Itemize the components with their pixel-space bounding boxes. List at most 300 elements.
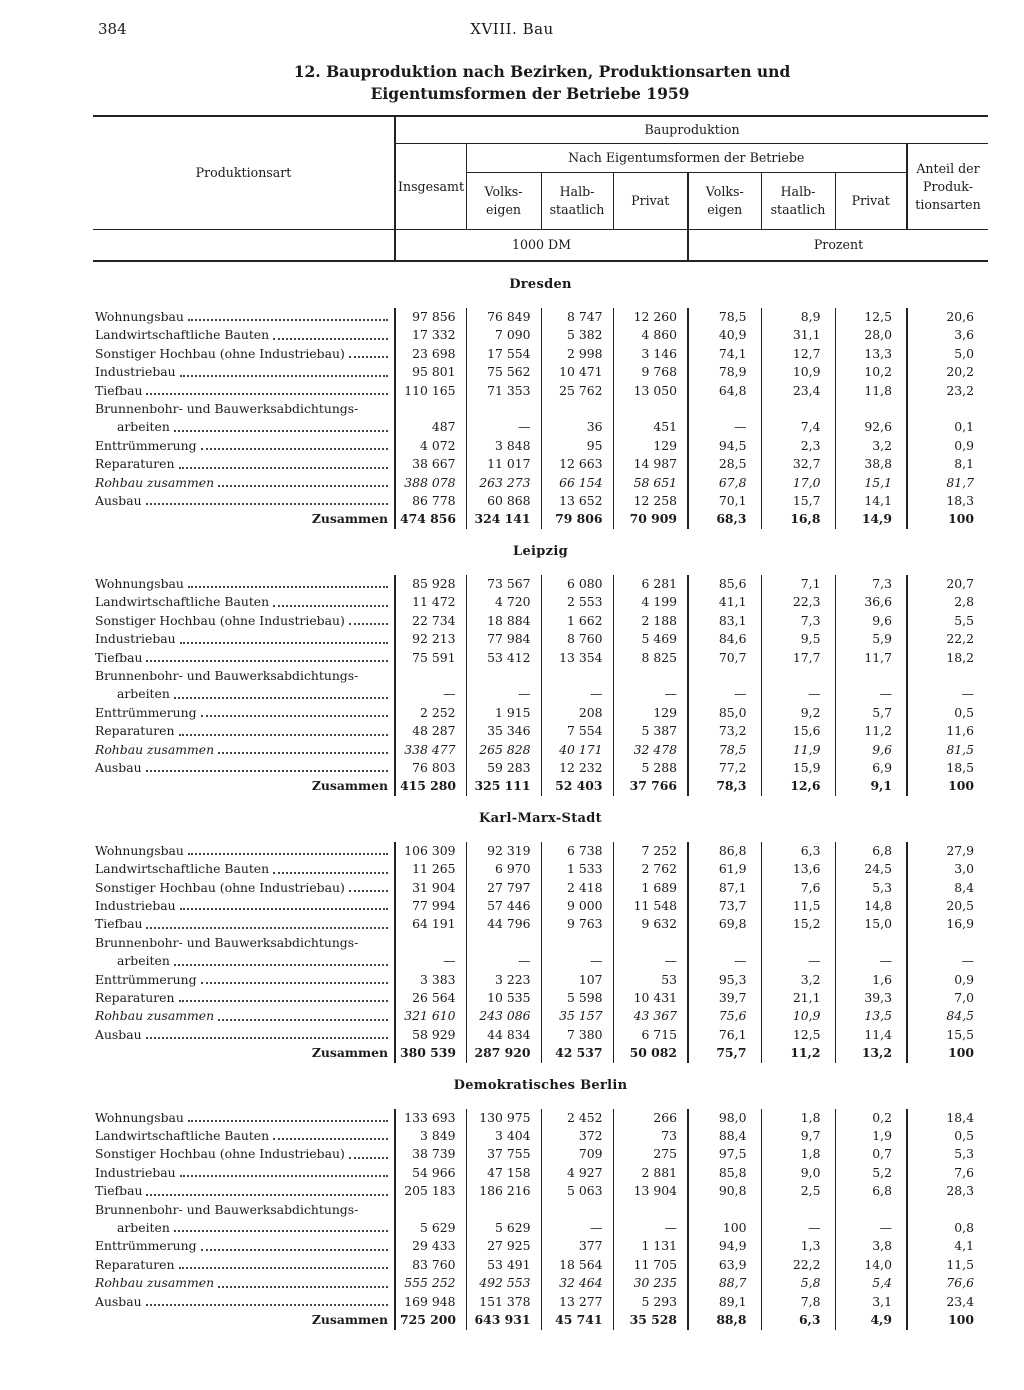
row-label-cell: [93, 934, 395, 952]
value-cell: —: [541, 1219, 613, 1237]
value-cell: 415 280: [395, 777, 466, 795]
value-cell: 31,1: [761, 326, 835, 344]
value-cell: 25 762: [541, 382, 613, 400]
value-cell: 18,3: [907, 492, 988, 510]
table-row: [93, 1127, 988, 1145]
privat-header: Privat: [613, 173, 688, 230]
value-cell: 11,2: [835, 722, 907, 740]
value-cell: 11,5: [761, 897, 835, 915]
row-label-cell: [93, 363, 395, 381]
empty-cell: [907, 934, 988, 952]
volkseigen-pct-header: Volks- eigen: [688, 173, 761, 230]
value-cell: —: [466, 952, 541, 970]
anteil-header: Anteil der Produk- tionsarten: [907, 144, 988, 230]
table-row: [93, 971, 988, 989]
value-cell: 110 165: [395, 382, 466, 400]
value-cell: 12 260: [613, 308, 688, 326]
row-label-cell: [93, 667, 395, 685]
dot-leader: [218, 1286, 388, 1288]
value-cell: 7,3: [835, 575, 907, 593]
value-cell: 1,9: [835, 1127, 907, 1145]
dot-leader: [179, 734, 389, 736]
empty-cell: [907, 1201, 988, 1219]
value-cell: 45 741: [541, 1311, 613, 1329]
value-cell: 1,8: [761, 1109, 835, 1127]
table-row: [93, 492, 988, 510]
value-cell: 6 715: [613, 1026, 688, 1044]
dot-leader: [201, 982, 388, 984]
value-cell: 133 693: [395, 1109, 466, 1127]
row-label: Tiefbau: [95, 382, 143, 398]
row-label: Wohnungsbau: [95, 842, 184, 858]
value-cell: 86,8: [688, 842, 761, 860]
value-cell: 7 554: [541, 722, 613, 740]
value-cell: 63,9: [688, 1256, 761, 1274]
value-cell: 97 856: [395, 308, 466, 326]
row-label-cell: [93, 492, 395, 510]
table-row: [93, 455, 988, 473]
value-cell: 70,7: [688, 649, 761, 667]
value-cell: 7,1: [761, 575, 835, 593]
value-cell: 11 705: [613, 1256, 688, 1274]
table-row: [93, 1256, 988, 1274]
row-label-cell: [93, 382, 395, 400]
dot-leader: [201, 1249, 388, 1251]
empty-cell: [466, 934, 541, 952]
empty-cell: [395, 667, 466, 685]
row-label: Sonstiger Hochbau (ohne Industriebau): [95, 612, 345, 628]
value-cell: 78,5: [688, 741, 761, 759]
value-cell: 6 970: [466, 860, 541, 878]
value-cell: 90,8: [688, 1182, 761, 1200]
empty-cell: [613, 400, 688, 418]
section-heading: Karl-Marx-Stadt: [479, 810, 602, 826]
table-row: [93, 667, 988, 685]
value-cell: 186 216: [466, 1182, 541, 1200]
row-label: Brunnenbohr- und Bauwerksabdichtungs-: [95, 401, 359, 417]
value-cell: 84,5: [907, 1007, 988, 1025]
value-cell: 5,5: [907, 612, 988, 630]
total-row: [93, 1044, 988, 1062]
value-cell: 73 567: [466, 575, 541, 593]
value-cell: 100: [688, 1219, 761, 1237]
value-cell: 17,0: [761, 474, 835, 492]
empty-cell: [541, 667, 613, 685]
empty-cell: [466, 1201, 541, 1219]
value-cell: 20,6: [907, 308, 988, 326]
value-cell: 5,8: [761, 1274, 835, 1292]
value-cell: 67,8: [688, 474, 761, 492]
empty-cell: [688, 1201, 761, 1219]
row-label: Sonstiger Hochbau (ohne Industriebau): [95, 345, 345, 361]
value-cell: —: [541, 952, 613, 970]
value-cell: 92,6: [835, 418, 907, 436]
value-cell: 6 281: [613, 575, 688, 593]
value-cell: 16,9: [907, 915, 988, 933]
dot-leader: [146, 1194, 388, 1196]
row-label-cell: [93, 308, 395, 326]
row-label-cell: [93, 593, 395, 611]
value-cell: 9,0: [761, 1164, 835, 1182]
empty-cell: [466, 400, 541, 418]
row-label: Tiefbau: [95, 649, 143, 665]
row-label: Rohbau zusammen: [95, 741, 215, 757]
value-cell: 266: [613, 1109, 688, 1127]
value-cell: 4 720: [466, 593, 541, 611]
privat-pct-header: Privat: [835, 173, 907, 230]
value-cell: 9,2: [761, 704, 835, 722]
value-cell: 38,8: [835, 455, 907, 473]
value-cell: 474 856: [395, 510, 466, 528]
value-cell: 75 562: [466, 363, 541, 381]
empty-cell: [541, 1201, 613, 1219]
value-cell: 3,2: [835, 437, 907, 455]
value-cell: 42 537: [541, 1044, 613, 1062]
value-cell: 47 158: [466, 1164, 541, 1182]
value-cell: 107: [541, 971, 613, 989]
row-label: Zusammen: [311, 1312, 388, 1328]
dot-leader: [349, 890, 388, 892]
value-cell: 15,0: [835, 915, 907, 933]
table-row: [93, 934, 988, 952]
row-label: Zusammen: [311, 511, 388, 527]
value-cell: 13 050: [613, 382, 688, 400]
value-cell: —: [907, 685, 988, 703]
value-cell: 287 920: [466, 1044, 541, 1062]
value-cell: 1 915: [466, 704, 541, 722]
value-cell: 18,4: [907, 1109, 988, 1127]
value-cell: 41,1: [688, 593, 761, 611]
value-cell: 85 928: [395, 575, 466, 593]
table-row: [93, 1237, 988, 1255]
row-label: Wohnungsbau: [95, 309, 184, 324]
value-cell: 44 796: [466, 915, 541, 933]
row-label-cell: [93, 575, 395, 593]
value-cell: 10 535: [466, 989, 541, 1007]
value-cell: 35 346: [466, 722, 541, 740]
value-cell: 2 881: [613, 1164, 688, 1182]
value-cell: 1,6: [835, 971, 907, 989]
value-cell: 263 273: [466, 474, 541, 492]
value-cell: 12,6: [761, 777, 835, 795]
dot-leader: [174, 430, 388, 432]
table-row: [93, 437, 988, 455]
value-cell: 57 446: [466, 897, 541, 915]
value-cell: 39,3: [835, 989, 907, 1007]
value-cell: 4 927: [541, 1164, 613, 1182]
dot-leader: [188, 319, 388, 321]
value-cell: 8 825: [613, 649, 688, 667]
row-label: Reparaturen: [95, 990, 175, 1005]
value-cell: 40,9: [688, 326, 761, 344]
row-label-cell: [93, 1311, 395, 1329]
value-cell: 15,2: [761, 915, 835, 933]
empty-cell: [835, 667, 907, 685]
value-cell: 70,1: [688, 492, 761, 510]
row-label-cell: [93, 722, 395, 740]
value-cell: 3 849: [395, 1127, 466, 1145]
value-cell: 5 293: [613, 1293, 688, 1311]
halbstaatlich-header: Halb- staatlich: [541, 173, 613, 230]
value-cell: 32,7: [761, 455, 835, 473]
value-cell: 2 252: [395, 704, 466, 722]
value-cell: 100: [907, 510, 988, 528]
table-row: [93, 649, 988, 667]
value-cell: 10,9: [761, 363, 835, 381]
value-cell: 15,7: [761, 492, 835, 510]
row-label: Industriebau: [95, 364, 176, 380]
value-cell: 81,5: [907, 741, 988, 759]
empty-cell: [541, 934, 613, 952]
table-row: [93, 1201, 988, 1219]
value-cell: 28,0: [835, 326, 907, 344]
value-cell: 13,2: [835, 1044, 907, 1062]
value-cell: 4,9: [835, 1311, 907, 1329]
row-label-cell: [93, 952, 395, 970]
row-label-cell: [93, 897, 395, 915]
dot-leader: [273, 1138, 388, 1140]
value-cell: 725 200: [395, 1311, 466, 1329]
value-cell: —: [395, 685, 466, 703]
value-cell: 8,4: [907, 879, 988, 897]
row-label: Landwirtschaftliche Bauten: [95, 594, 270, 610]
value-cell: 75 591: [395, 649, 466, 667]
value-cell: 5 063: [541, 1182, 613, 1200]
value-cell: 2,8: [907, 593, 988, 611]
ownership-header: Nach Eigentumsformen der Betriebe: [466, 144, 907, 173]
total-row: [93, 1311, 988, 1329]
dot-leader: [180, 642, 388, 644]
value-cell: 13 652: [541, 492, 613, 510]
value-cell: 76 803: [395, 759, 466, 777]
value-cell: 43 367: [613, 1007, 688, 1025]
value-cell: —: [688, 418, 761, 436]
value-cell: 12 258: [613, 492, 688, 510]
value-cell: 84,6: [688, 630, 761, 648]
value-cell: 9,6: [835, 612, 907, 630]
value-cell: 7,0: [907, 989, 988, 1007]
empty-cell: [835, 400, 907, 418]
value-cell: 38 667: [395, 455, 466, 473]
dot-leader: [174, 1230, 388, 1232]
value-cell: 130 975: [466, 1109, 541, 1127]
value-cell: 205 183: [395, 1182, 466, 1200]
value-cell: 0,5: [907, 704, 988, 722]
value-cell: 0,8: [907, 1219, 988, 1237]
unit-abs-header: 1000 DM: [395, 230, 688, 262]
value-cell: 40 171: [541, 741, 613, 759]
value-cell: 78,9: [688, 363, 761, 381]
row-label: Rohbau zusammen: [95, 1275, 215, 1291]
value-cell: 10 431: [613, 989, 688, 1007]
table-row: [93, 630, 988, 648]
value-cell: 388 078: [395, 474, 466, 492]
row-label: Reparaturen: [95, 456, 175, 472]
table-row: [93, 593, 988, 611]
value-cell: 86 778: [395, 492, 466, 510]
section-heading-row: [93, 261, 988, 308]
value-cell: 3,2: [761, 971, 835, 989]
value-cell: 98,0: [688, 1109, 761, 1127]
table-row: [93, 1145, 988, 1163]
row-label-cell: [93, 400, 395, 418]
value-cell: 22 734: [395, 612, 466, 630]
value-cell: 5,9: [835, 630, 907, 648]
table-row: [93, 363, 988, 381]
value-cell: —: [761, 685, 835, 703]
value-cell: 31 904: [395, 879, 466, 897]
value-cell: 53 412: [466, 649, 541, 667]
stub-header: Produktionsart: [93, 116, 395, 230]
row-label-cell: [93, 649, 395, 667]
value-cell: 11 548: [613, 897, 688, 915]
value-cell: 9,7: [761, 1127, 835, 1145]
empty-cell: [395, 1201, 466, 1219]
table-row: [93, 326, 988, 344]
value-cell: 88,7: [688, 1274, 761, 1292]
value-cell: 5,3: [835, 879, 907, 897]
value-cell: 11 472: [395, 593, 466, 611]
value-cell: 26 564: [395, 989, 466, 1007]
row-label: Enttrümmerung: [95, 1238, 197, 1254]
row-label-cell: [93, 1044, 395, 1062]
value-cell: 5,4: [835, 1274, 907, 1292]
value-cell: 9 768: [613, 363, 688, 381]
value-cell: 92 213: [395, 630, 466, 648]
empty-cell: [761, 667, 835, 685]
value-cell: 60 868: [466, 492, 541, 510]
value-cell: 0,7: [835, 1145, 907, 1163]
value-cell: 451: [613, 418, 688, 436]
value-cell: 22,2: [907, 630, 988, 648]
value-cell: 15,9: [761, 759, 835, 777]
value-cell: 17,7: [761, 649, 835, 667]
table-row: [93, 400, 988, 418]
empty-cell: [466, 667, 541, 685]
row-label-cell: [93, 1026, 395, 1044]
value-cell: —: [466, 418, 541, 436]
value-cell: 94,9: [688, 1237, 761, 1255]
row-label-cell: [93, 612, 395, 630]
value-cell: 380 539: [395, 1044, 466, 1062]
value-cell: 275: [613, 1145, 688, 1163]
empty-cell: [688, 934, 761, 952]
value-cell: 8 747: [541, 308, 613, 326]
row-label: arbeiten: [117, 686, 170, 702]
value-cell: 83 760: [395, 1256, 466, 1274]
value-cell: 6,3: [761, 1311, 835, 1329]
value-cell: 5,3: [907, 1145, 988, 1163]
value-cell: 53: [613, 971, 688, 989]
row-label: Tiefbau: [95, 916, 143, 932]
value-cell: 95,3: [688, 971, 761, 989]
value-cell: 5,7: [835, 704, 907, 722]
value-cell: 5 629: [466, 1219, 541, 1237]
value-cell: 39,7: [688, 989, 761, 1007]
table-row: [93, 612, 988, 630]
value-cell: 4 072: [395, 437, 466, 455]
value-cell: 3 848: [466, 437, 541, 455]
dot-leader: [349, 356, 388, 358]
value-cell: 44 834: [466, 1026, 541, 1044]
value-cell: 73,2: [688, 722, 761, 740]
value-cell: —: [466, 685, 541, 703]
value-cell: 14 987: [613, 455, 688, 473]
value-cell: 3,0: [907, 860, 988, 878]
value-cell: 48 287: [395, 722, 466, 740]
value-cell: 75,6: [688, 1007, 761, 1025]
value-cell: 2 998: [541, 345, 613, 363]
row-label: Landwirtschaftliche Bauten: [95, 1128, 270, 1144]
row-label-cell: [93, 989, 395, 1007]
value-cell: 64 191: [395, 915, 466, 933]
value-cell: 372: [541, 1127, 613, 1145]
value-cell: 6,9: [835, 759, 907, 777]
empty-cell: [835, 934, 907, 952]
dot-leader: [273, 605, 388, 607]
insgesamt-header: Insgesamt: [395, 144, 466, 230]
section-heading: Demokratisches Berlin: [453, 1077, 628, 1093]
value-cell: 9 000: [541, 897, 613, 915]
dot-leader: [188, 586, 388, 588]
value-cell: 1 131: [613, 1237, 688, 1255]
value-cell: 487: [395, 418, 466, 436]
value-cell: 6 738: [541, 842, 613, 860]
value-cell: 77,2: [688, 759, 761, 777]
value-cell: 6 080: [541, 575, 613, 593]
row-label: Enttrümmerung: [95, 971, 197, 987]
value-cell: 5 598: [541, 989, 613, 1007]
dot-leader: [174, 964, 388, 966]
row-label-cell: [93, 685, 395, 703]
value-cell: 2,5: [761, 1182, 835, 1200]
empty-cell: [907, 400, 988, 418]
row-label-cell: [93, 842, 395, 860]
value-cell: 94,5: [688, 437, 761, 455]
row-label-cell: [93, 345, 395, 363]
value-cell: 321 610: [395, 1007, 466, 1025]
empty-cell: [541, 400, 613, 418]
value-cell: 64,8: [688, 382, 761, 400]
empty-cell: [613, 1201, 688, 1219]
row-label: Tiefbau: [95, 1183, 143, 1199]
value-cell: 13 904: [613, 1182, 688, 1200]
value-cell: 9,6: [835, 741, 907, 759]
empty-cell: [907, 667, 988, 685]
value-cell: 71 353: [466, 382, 541, 400]
empty-cell: [761, 1201, 835, 1219]
value-cell: 69,8: [688, 915, 761, 933]
row-label-cell: [93, 704, 395, 722]
value-cell: 27 797: [466, 879, 541, 897]
value-cell: 7,6: [761, 879, 835, 897]
value-cell: 1 689: [613, 879, 688, 897]
row-label-cell: [93, 1182, 395, 1200]
value-cell: 76,1: [688, 1026, 761, 1044]
value-cell: 2 418: [541, 879, 613, 897]
table-row: [93, 704, 988, 722]
value-cell: 30 235: [613, 1274, 688, 1292]
value-cell: 13,6: [761, 860, 835, 878]
value-cell: 35 157: [541, 1007, 613, 1025]
value-cell: 7,6: [907, 1164, 988, 1182]
row-label-cell: [93, 915, 395, 933]
value-cell: 83,1: [688, 612, 761, 630]
value-cell: 5 629: [395, 1219, 466, 1237]
value-cell: 15,6: [761, 722, 835, 740]
value-cell: 2 452: [541, 1109, 613, 1127]
value-cell: 3 146: [613, 345, 688, 363]
